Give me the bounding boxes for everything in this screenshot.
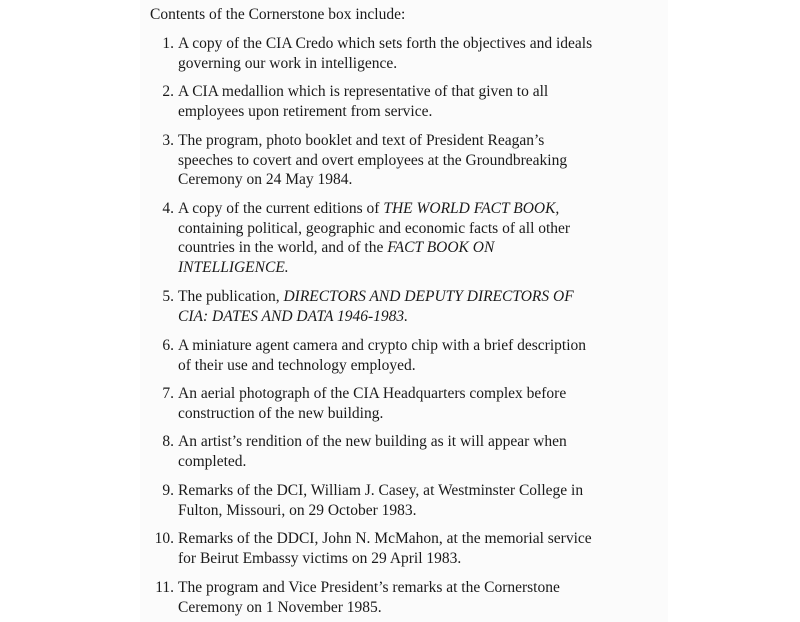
item-number: 5. xyxy=(162,288,174,305)
item-text xyxy=(178,384,668,423)
text-segment: The program, photo booklet and text of President Reagan’s xyxy=(178,132,545,149)
text-segment: The program and Vice President’s remarks at the Cornerstone xyxy=(178,579,560,596)
item-text-line xyxy=(178,34,668,54)
item-text xyxy=(178,432,668,471)
text-segment: speeches to covert and overt employees at the Groundbreaking xyxy=(178,151,568,169)
text-segment: A miniature agent camera and crypto chip with a brief description xyxy=(178,337,587,354)
item-text-line xyxy=(178,598,668,618)
item-text-line xyxy=(178,102,668,122)
item-text-line xyxy=(178,452,668,472)
item-text xyxy=(178,481,668,520)
item-text-line xyxy=(178,578,668,598)
item-text xyxy=(178,199,668,277)
item-text xyxy=(178,82,668,121)
text-segment: Fulton, Missouri, on 29 October 1983. xyxy=(178,501,417,519)
text-segment: A copy of the CIA Credo which sets forth the objectives and ideals xyxy=(178,35,593,52)
text-segment: completed. xyxy=(178,452,247,470)
text-segment: for Beirut Embassy victims on 29 April 1983. xyxy=(178,549,462,567)
italic-title-text: DIRECTORS AND DEPUTY DIRECTORS OF xyxy=(283,288,574,305)
text-segment: The publication, xyxy=(178,288,284,305)
item-text xyxy=(178,287,668,326)
text-segment: A copy of the current editions of xyxy=(178,200,384,217)
item-number: 3. xyxy=(162,132,174,149)
item-text xyxy=(178,336,668,375)
item-text-line xyxy=(178,258,668,278)
text-segment: containing political, geographic and economic facts of all other xyxy=(178,219,571,237)
text-segment: Ceremony on 1 November 1985. xyxy=(178,598,382,616)
item-text-line xyxy=(178,54,668,74)
item-text-line xyxy=(178,170,668,190)
item-number: 7. xyxy=(162,385,174,402)
item-number: 11. xyxy=(155,579,174,596)
item-text-line xyxy=(178,131,668,151)
text-segment: employees upon retirement from service. xyxy=(178,102,433,120)
italic-title-text: FACT BOOK ON xyxy=(387,239,495,256)
item-text-line xyxy=(178,219,668,239)
italic-title-text: THE WORLD FACT BOOK, xyxy=(383,200,560,217)
text-segment: An artist’s rendition of the new building as it will appear when xyxy=(178,433,567,450)
item-text xyxy=(178,529,668,568)
item-number: 4. xyxy=(162,200,174,217)
item-text xyxy=(178,131,668,190)
item-text-line xyxy=(178,151,668,171)
item-number: 9. xyxy=(162,482,174,499)
item-text-line xyxy=(178,432,668,452)
item-text xyxy=(178,578,668,617)
item-text-line xyxy=(178,481,668,501)
text-segment: countries in the world, and of the xyxy=(178,239,388,256)
item-text-line xyxy=(178,307,668,327)
item-text-line xyxy=(178,238,668,258)
italic-title-text: INTELLIGENCE. xyxy=(178,258,289,276)
text-segment: of their use and technology employed. xyxy=(178,356,416,374)
text-segment: governing our work in intelligence. xyxy=(178,54,398,72)
item-number: 2. xyxy=(162,83,174,100)
item-text-line xyxy=(178,404,668,424)
item-text xyxy=(178,34,668,73)
text-segment: Remarks of the DDCI, John N. McMahon, at the memorial service xyxy=(178,530,592,547)
contents-heading: Contents of the Cornerstone box include: xyxy=(150,6,406,23)
item-text-line xyxy=(178,356,668,376)
text-segment: Ceremony on 24 May 1984. xyxy=(178,171,353,188)
text-segment: An aerial photograph of the CIA Headquarters complex before xyxy=(178,385,567,402)
item-text-line xyxy=(178,384,668,404)
item-text-line xyxy=(178,82,668,102)
item-text-line xyxy=(178,199,668,219)
text-segment: construction of the new building. xyxy=(178,404,384,422)
text-segment: A CIA medallion which is representative of that given to all xyxy=(178,83,549,100)
item-text-line xyxy=(178,529,668,549)
item-number: 8. xyxy=(162,433,174,450)
item-number: 6. xyxy=(162,337,174,354)
item-text-line xyxy=(178,549,668,569)
item-text-line xyxy=(178,501,668,521)
item-number: 10. xyxy=(154,530,174,547)
italic-title-text: CIA: DATES AND DATA 1946-1983. xyxy=(178,307,409,325)
item-number: 1. xyxy=(162,35,174,52)
item-text-line xyxy=(178,336,668,356)
text-segment: Remarks of the DCI, William J. Casey, at Westminster College in xyxy=(178,482,584,499)
item-text-line xyxy=(178,287,668,307)
